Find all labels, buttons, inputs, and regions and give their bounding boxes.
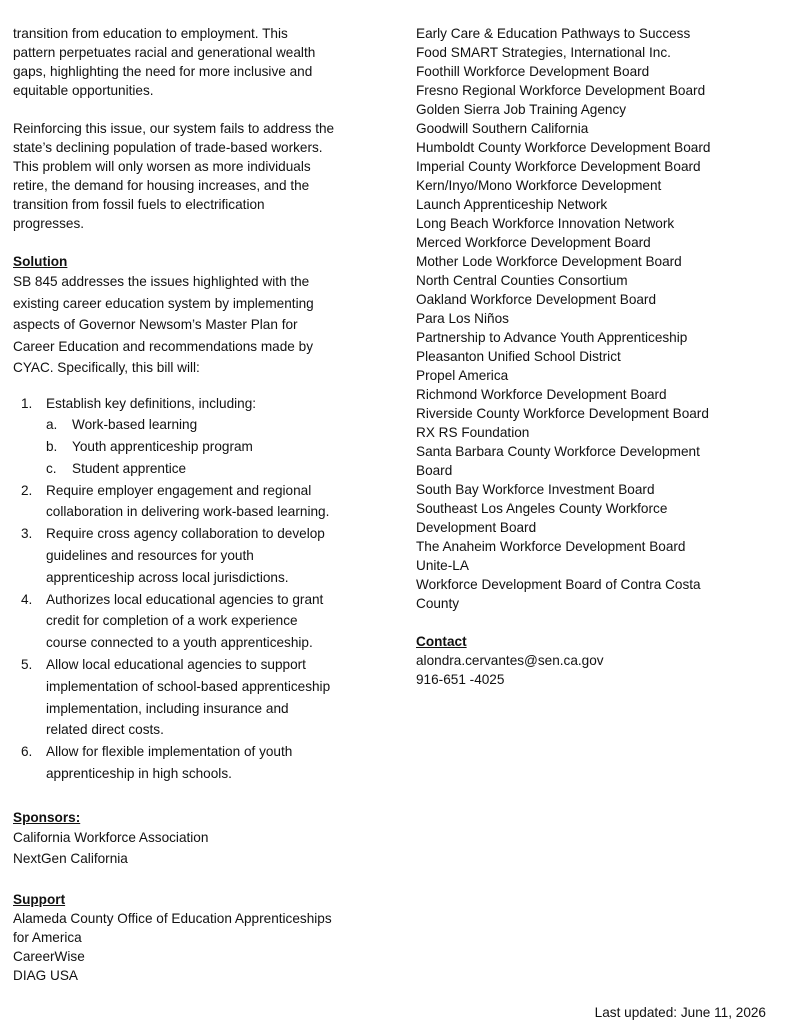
supporter-name: Humboldt County Workforce Development Board (416, 140, 711, 155)
supporter-name: Southeast Los Angeles County Workforce (416, 501, 668, 516)
list-item (13, 523, 373, 588)
supporter-name: Board (416, 463, 453, 478)
supporter-name: Pleasanton Unified School District (416, 349, 621, 364)
list-number: 6. (21, 744, 33, 760)
supporter-name: Long Beach Workforce Innovation Network (416, 216, 675, 231)
supporter-name: Alameda County Office of Education Apprenticeships (13, 910, 332, 926)
supporter-name: Para Los Niños (416, 311, 509, 326)
support-heading: Support (13, 891, 66, 907)
supporter-name: Development Board (416, 520, 537, 535)
supporter-name: Imperial County Workforce Development Board (416, 159, 701, 174)
text-line: collaboration in delivering work-based learning. (46, 504, 330, 520)
supporter-name: Mother Lode Workforce Development Board (416, 254, 682, 269)
text-line: Career Education and recommendations made by (13, 338, 313, 354)
list-item (13, 589, 373, 654)
supporter-name: Food SMART Strategies, International Inc. (416, 45, 671, 60)
text-line: Authorizes local educational agencies to grant (46, 591, 324, 607)
text-line: related direct costs. (46, 722, 164, 738)
supporter-name: Riverside County Workforce Development Board (416, 406, 709, 421)
text-line: Reinforcing this issue, our system fails to address the (13, 121, 335, 136)
support-list (13, 909, 373, 985)
supporter-name: Early Care & Education Pathways to Success (416, 26, 691, 41)
supporter-name: Goodwill Southern California (416, 121, 589, 136)
text-line: This problem will only worsen as more individuals (13, 159, 311, 174)
supporter-name: Foothill Workforce Development Board (416, 64, 650, 79)
sponsor-name: California Workforce Association (13, 829, 209, 845)
text-line: implementation, including insurance and (46, 700, 289, 716)
text-line: apprenticeship across local jurisdictions. (46, 569, 289, 585)
supporter-name: Merced Workforce Development Board (416, 235, 651, 250)
text-line: aspects of Governor Newsom’s Master Plan for (13, 317, 298, 332)
supporter-name: North Central Counties Consortium (416, 273, 628, 288)
text-line: Establish key definitions, including: (46, 395, 257, 411)
contact-phone: 916-651 -4025 (416, 672, 505, 687)
sponsors-list (13, 827, 373, 870)
list-item (13, 480, 373, 524)
sub-item-text: Student apprentice (72, 460, 187, 476)
list-item (13, 741, 373, 785)
right-column (416, 24, 761, 689)
supporter-name: Unite-LA (416, 558, 469, 573)
sub-item-text: Youth apprenticeship program (72, 439, 253, 455)
text-line: Allow local educational agencies to support (46, 657, 306, 673)
reinforcing-paragraph (13, 119, 373, 233)
sub-list-item (46, 436, 373, 458)
list-letter: a. (46, 417, 58, 433)
text-line: Allow for flexible implementation of youth (46, 744, 293, 760)
text-line: Require cross agency collaboration to develop (46, 526, 325, 542)
solution-paragraph (13, 271, 373, 379)
left-column (13, 24, 373, 985)
text-line: Require employer engagement and regional (46, 482, 312, 498)
list-number: 1. (21, 395, 33, 411)
text-line: CYAC. Specifically, this bill will: (13, 360, 200, 375)
sub-item-text: Work-based learning (72, 417, 198, 433)
supporter-name: CareerWise (13, 948, 85, 964)
list-number: 2. (21, 482, 33, 498)
sponsor-name: NextGen California (13, 851, 128, 867)
supporter-name: Oakland Workforce Development Board (416, 292, 657, 307)
solution-heading: Solution (13, 254, 68, 269)
text-line: course connected to a youth apprenticeship. (46, 635, 313, 651)
bill-provisions-list (13, 393, 373, 785)
text-line: apprenticeship in high schools. (46, 766, 232, 782)
supporter-name: RX RS Foundation (416, 425, 530, 440)
list-number: 4. (21, 591, 33, 607)
supporter-name: Golden Sierra Job Training Agency (416, 102, 627, 117)
sub-list-item (46, 414, 373, 436)
supporter-name: Workforce Development Board of Contra Costa (416, 577, 701, 592)
text-line: implementation of school-based apprenticeship (46, 678, 331, 694)
sub-list-item (46, 458, 373, 480)
text-line: credit for completion of a work experience (46, 613, 298, 629)
text-line: transition from education to employment. This (13, 26, 288, 41)
supporter-name: Propel America (416, 368, 509, 383)
text-line: pattern perpetuates racial and generational wealth (13, 45, 316, 60)
list-letter: b. (46, 439, 58, 455)
supporter-name: Fresno Regional Workforce Development Board (416, 83, 706, 98)
last-updated-footer: Last updated: June 11, 2026 (594, 1005, 766, 1020)
list-number: 3. (21, 526, 33, 542)
supporter-name: Santa Barbara County Workforce Development (416, 444, 700, 459)
sponsors-heading: Sponsors: (13, 809, 81, 825)
text-line: state’s declining population of trade-based workers. (13, 140, 323, 155)
supporter-name: South Bay Workforce Investment Board (416, 482, 655, 497)
supporter-name: DIAG USA (13, 967, 78, 983)
text-line: equitable opportunities. (13, 83, 154, 98)
contact-email: alondra.cervantes@sen.ca.gov (416, 653, 604, 668)
supporter-name: The Anaheim Workforce Development Board (416, 539, 686, 554)
intro-paragraph (13, 24, 373, 100)
supporter-name: Kern/Inyo/Mono Workforce Development (416, 178, 662, 193)
text-line: existing career education system by implementing (13, 295, 314, 311)
list-letter: c. (46, 460, 57, 476)
text-line: progresses. (13, 216, 85, 231)
list-number: 5. (21, 657, 33, 673)
supporter-name: for America (13, 929, 82, 945)
support-list-continued (416, 24, 761, 613)
text-line: guidelines and resources for youth (46, 548, 254, 564)
definitions-sublist (46, 414, 373, 479)
list-item (13, 654, 373, 741)
supporter-name: Partnership to Advance Youth Apprenticeship (416, 330, 688, 345)
text-line: gaps, highlighting the need for more inclusive and (13, 64, 313, 79)
text-line: retire, the demand for housing increases, and the (13, 178, 310, 193)
contact-heading: Contact (416, 634, 467, 649)
text-line: transition from fossil fuels to electrification (13, 197, 265, 212)
supporter-name: Richmond Workforce Development Board (416, 387, 667, 402)
text-line: SB 845 addresses the issues highlighted with the (13, 274, 310, 289)
supporter-name: County (416, 596, 460, 611)
supporter-name: Launch Apprenticeship Network (416, 197, 608, 212)
list-item (13, 393, 373, 480)
